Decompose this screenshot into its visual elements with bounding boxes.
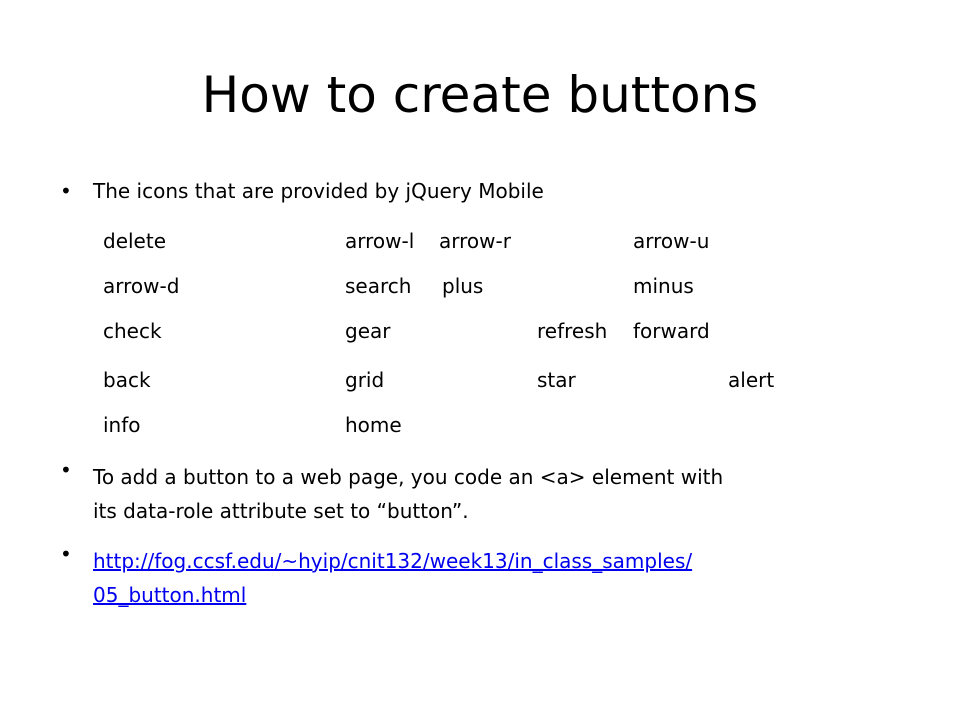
bullet-text xyxy=(93,544,692,612)
bullet-dot: • xyxy=(60,542,72,566)
icon-name: home xyxy=(345,413,402,437)
icon-name: delete xyxy=(103,229,167,253)
icon-name: grid xyxy=(345,368,385,392)
icon-name: minus xyxy=(633,274,694,298)
icon-row xyxy=(103,224,863,258)
sample-link[interactable]: 05_button.html xyxy=(93,583,247,607)
bullet-dot: • xyxy=(60,458,72,482)
bullet-dot: • xyxy=(60,179,72,203)
icon-row xyxy=(103,363,863,397)
icon-name: gear xyxy=(345,319,391,343)
icon-name: arrow-d xyxy=(103,274,180,298)
icon-name: refresh xyxy=(537,319,608,343)
icon-name: star xyxy=(537,368,576,392)
icon-name: arrow-u xyxy=(633,229,710,253)
icon-name: search xyxy=(345,274,412,298)
icon-name: forward xyxy=(633,319,710,343)
icon-name: back xyxy=(103,368,151,392)
icon-row xyxy=(103,408,863,442)
bullet-text xyxy=(93,460,723,528)
icon-name: check xyxy=(103,319,162,343)
icon-name: arrow-r xyxy=(439,229,511,253)
icon-name: info xyxy=(103,413,141,437)
bullet-line: To add a button to a web page, you code an <a> element with xyxy=(93,465,724,489)
icon-row xyxy=(103,314,863,348)
icon-row xyxy=(103,269,863,303)
bullet-line: its data-role attribute set to “button”. xyxy=(93,499,469,523)
icon-name: plus xyxy=(442,274,484,298)
bullet-text: The icons that are provided by jQuery Mobile xyxy=(93,179,544,203)
icon-name: arrow-l xyxy=(345,229,415,253)
icon-name: alert xyxy=(728,368,775,392)
slide-title: How to create buttons xyxy=(201,66,759,124)
sample-link[interactable]: http://fog.ccsf.edu/~hyip/cnit132/week13/in_class_samples/ xyxy=(93,549,693,573)
